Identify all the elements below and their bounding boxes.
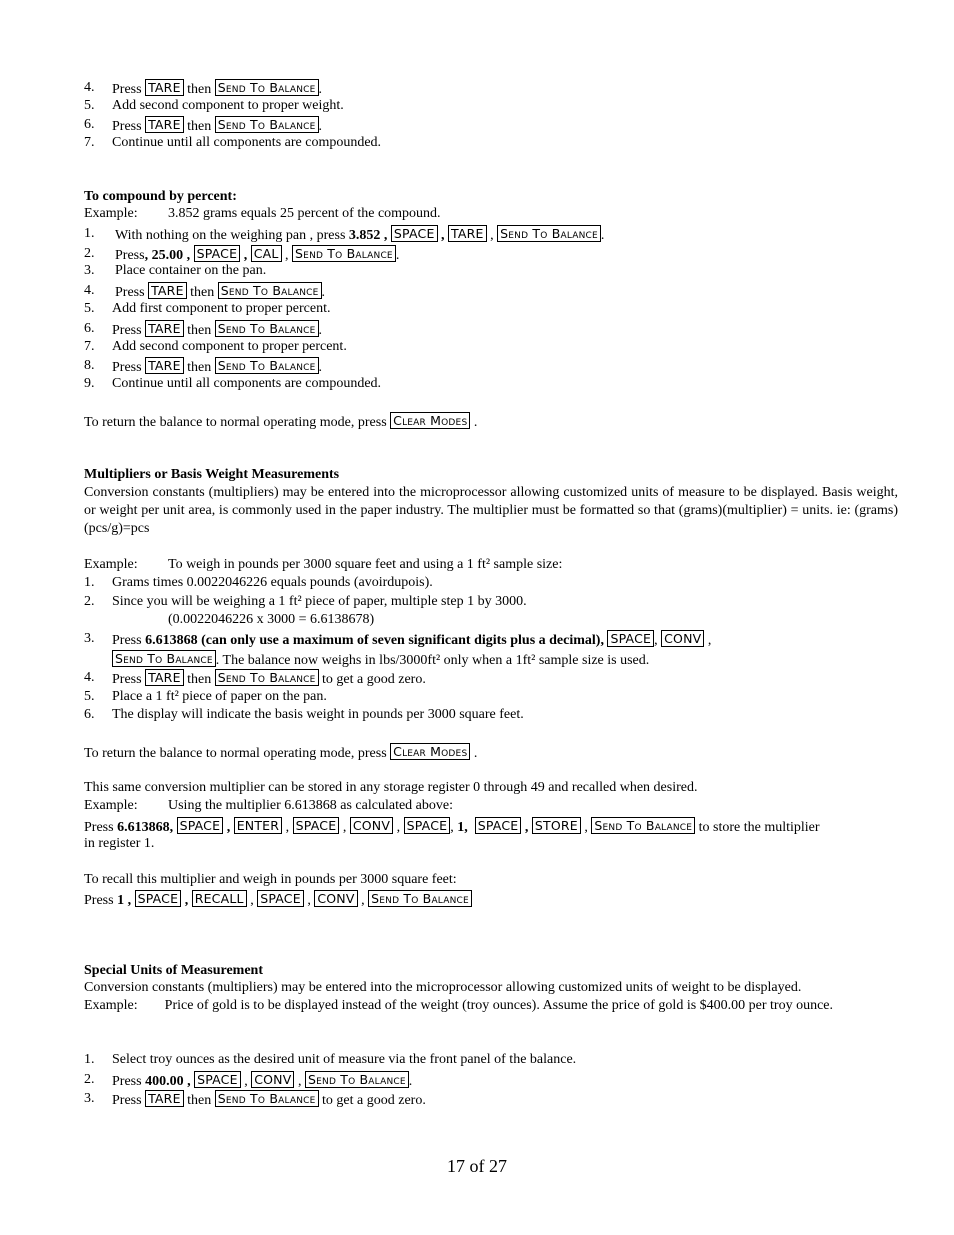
press-word: Press	[115, 248, 145, 263]
then-word: then	[187, 360, 212, 375]
tare-key: TARE	[145, 1090, 184, 1107]
press-word: Press	[112, 82, 142, 97]
entered-value: 6.613868,	[117, 820, 174, 835]
press-word: Press	[112, 633, 142, 648]
space-key: SPACE	[293, 817, 340, 834]
special-paragraph: Conversion constants (multipliers) may be entered into the microprocessor allowing customized units of weight to be displayed.	[84, 980, 802, 995]
step-number: 8.	[84, 358, 95, 373]
press-word: Press	[112, 1093, 142, 1108]
press-word: Press	[115, 285, 145, 300]
recall-intro: To recall this multiplier and weigh in pounds per 3000 square feet:	[84, 872, 457, 887]
return-line: To return the balance to normal operating mode, press Clear Modes .	[84, 744, 478, 761]
step-text: Press TARE then Send To Balance .	[112, 358, 323, 375]
entered-value: 400.00 ,	[145, 1074, 191, 1089]
then-word: then	[187, 82, 212, 97]
cal-key: CAL	[251, 245, 282, 262]
then-word: then	[190, 285, 215, 300]
send-to-balance-key: Send To Balance	[305, 1071, 409, 1088]
multipliers-paragraph: Conversion constants (multipliers) may be entered into the microprocessor allowing customized units of measure to be displayed. Basis weight, or weight per unit area, is commonly used in the paper industry. The multiplier must be formatted so that (grams)(multiplier) = units. ie: (grams)(pcs/g)=pcs	[84, 485, 898, 536]
step-number: 4.	[84, 670, 95, 685]
step-number: 7.	[84, 339, 95, 354]
return-text: To return the balance to normal operating mode, press	[84, 415, 387, 430]
section-heading-special: Special Units of Measurement	[84, 963, 263, 978]
store-tail-line: in register 1.	[84, 836, 155, 851]
recall-key: RECALL	[192, 890, 247, 907]
tare-key: TARE	[148, 282, 187, 299]
tare-key: TARE	[145, 116, 184, 133]
step-number: 6.	[84, 707, 95, 722]
conv-key: CONV	[314, 890, 357, 907]
recall-line: Press 1 , SPACE , RECALL , SPACE , CONV , Send To Balance	[84, 890, 898, 910]
conv-key: CONV	[251, 1071, 294, 1088]
send-to-balance-key: Send To Balance	[218, 282, 322, 299]
press-word: Press	[112, 360, 142, 375]
step-text: Continue until all components are compounded.	[112, 376, 382, 391]
step-text: The display will indicate the basis weight in pounds per 3000 square feet.	[112, 707, 524, 722]
then-word: then	[187, 119, 212, 134]
step-text: Press TARE then Send To Balance .	[112, 80, 323, 97]
clear-modes-key: Clear Modes	[390, 743, 470, 760]
step-number: 5.	[84, 689, 95, 704]
step-number: 5.	[84, 301, 95, 316]
step-text: Press TARE then Send To Balance .	[115, 283, 326, 300]
press-word: Press	[84, 893, 114, 908]
example-label: Example:	[84, 557, 138, 572]
example-label: Example:	[84, 998, 138, 1013]
section-heading-multipliers: Multipliers or Basis Weight Measurements	[84, 467, 340, 482]
tare-key: TARE	[145, 357, 184, 374]
step-number: 3.	[84, 631, 95, 646]
send-to-balance-key: Send To Balance	[368, 890, 472, 907]
step-text: Place a 1 ft² piece of paper on the pan.	[112, 689, 327, 704]
send-to-balance-key: Send To Balance	[215, 116, 319, 133]
step-number: 3.	[84, 1091, 95, 1106]
step-text: Select troy ounces as the desired unit of measure via the front panel of the balance.	[112, 1052, 577, 1067]
return-line: To return the balance to normal operating mode, press Clear Modes .	[84, 413, 478, 430]
store-intro: This same conversion multiplier can be stored in any storage register 0 through 49 and recalled when desired.	[84, 780, 698, 795]
conv-key: CONV	[661, 630, 704, 647]
example-text: To weigh in pounds per 3000 square feet and using a 1 ft² sample size:	[168, 557, 563, 572]
entered-value: 6.613868 (can only use a maximum of seven significant digits plus a decimal),	[145, 633, 604, 648]
send-to-balance-key: Send To Balance	[497, 225, 601, 242]
space-key: SPACE	[194, 1071, 241, 1088]
example-text: Price of gold is to be displayed instead of the weight (troy ounces). Assume the price of gold is $400.00 per troy ounce.	[164, 998, 834, 1013]
return-text: To return the balance to normal operating mode, press	[84, 746, 387, 761]
step-number: 1.	[84, 575, 95, 590]
step-text: Press, 25.00 , SPACE , CAL , Send To Balance .	[115, 246, 400, 263]
step-number: 1.	[84, 1052, 95, 1067]
calc-text: (0.0022046226 x 3000 = 6.6138678)	[168, 612, 375, 627]
space-key: SPACE	[391, 225, 438, 242]
step-number: 6.	[84, 321, 95, 336]
step-number: 9.	[84, 376, 95, 391]
press-word: Press	[112, 1074, 142, 1089]
step-text: Since you will be weighing a 1 ft² piece of paper, multiple step 1 by 3000.	[112, 594, 527, 609]
step-tail: . The balance now weighs in lbs/3000ft² only when a 1ft² sample size is used.	[215, 653, 650, 668]
entered-value: 3.852 ,	[348, 228, 388, 243]
send-to-balance-key: Send To Balance	[215, 669, 319, 686]
step-prefix: With nothing on the weighing pan , press	[115, 228, 346, 243]
example-label: Example:	[84, 206, 138, 221]
step-text	[112, 1090, 426, 1110]
step-number: 3.	[84, 263, 95, 278]
space-key: SPACE	[135, 890, 182, 907]
section-heading-percent: To compound by percent:	[84, 189, 237, 204]
space-key: SPACE	[607, 630, 654, 647]
send-to-balance-key: Send To Balance	[215, 1090, 319, 1107]
step-number: 2.	[84, 246, 95, 261]
store-line: Press 6.613868, SPACE , ENTER , SPACE , CONV , SPACE , 1, SPACE , STORE , Send To Balance to store the multiplier	[84, 818, 820, 835]
clear-modes-key: Clear Modes	[390, 412, 470, 429]
step-text	[112, 669, 426, 689]
press-word: Press	[112, 672, 142, 687]
step-text: Place container on the pan.	[115, 263, 267, 278]
step-text: Press TARE then Send To Balance .	[112, 117, 323, 134]
entered-value: 1 ,	[117, 893, 132, 908]
press-word: Press	[112, 119, 142, 134]
step-number: 2.	[84, 1072, 95, 1087]
enter-key: ENTER	[234, 817, 282, 834]
example-text: Using the multiplier 6.613868 as calculated above:	[168, 798, 453, 813]
example-label: Example:	[84, 798, 138, 813]
press-word: Press	[84, 820, 114, 835]
tare-key: TARE	[448, 225, 487, 242]
step-text: Add second component to proper percent.	[112, 339, 347, 354]
step-tail: to get a good zero.	[322, 672, 426, 687]
step-tail: to get a good zero.	[322, 1093, 426, 1108]
special-example	[84, 997, 898, 1015]
step-number: 4.	[84, 283, 95, 298]
then-word: then	[187, 323, 212, 338]
send-to-balance-key: Send To Balance	[215, 320, 319, 337]
step-text: Add second component to proper weight.	[112, 98, 344, 113]
space-key: SPACE	[404, 817, 451, 834]
step-text: Press TARE then Send To Balance .	[112, 321, 323, 338]
space-key: SPACE	[475, 817, 522, 834]
space-key: SPACE	[257, 890, 304, 907]
page-number: 17 of 27	[447, 1156, 507, 1176]
send-to-balance-key: Send To Balance	[112, 650, 216, 667]
send-to-balance-key: Send To Balance	[591, 817, 695, 834]
conv-key: CONV	[350, 817, 393, 834]
step-number: 4.	[84, 80, 95, 95]
press-word: Press	[112, 323, 142, 338]
send-to-balance-key: Send To Balance	[292, 245, 396, 262]
send-to-balance-key: Send To Balance	[215, 79, 319, 96]
then-word: then	[187, 1093, 212, 1108]
tare-key: TARE	[145, 669, 184, 686]
step-text	[112, 650, 649, 670]
store-key: STORE	[532, 817, 581, 834]
step-number: 6.	[84, 117, 95, 132]
space-key: SPACE	[177, 817, 224, 834]
step-text: Add first component to proper percent.	[112, 301, 331, 316]
step-number: 1.	[84, 226, 95, 241]
tare-key: TARE	[145, 79, 184, 96]
store-tail: to store the multiplier	[698, 820, 820, 835]
send-to-balance-key: Send To Balance	[215, 357, 319, 374]
space-key: SPACE	[194, 245, 241, 262]
tare-key: TARE	[145, 320, 184, 337]
step-text: Grams times 0.0022046226 equals pounds (avoirdupois).	[112, 575, 433, 590]
entered-value: , 25.00 ,	[144, 248, 191, 263]
example-text: 3.852 grams equals 25 percent of the compound.	[168, 206, 441, 221]
step-text: Press 400.00 , SPACE , CONV , Send To Balance .	[112, 1072, 413, 1089]
step-text: With nothing on the weighing pan , press 3.852 , SPACE , TARE , Send To Balance .	[115, 226, 605, 243]
step-number: 5.	[84, 98, 95, 113]
step-text: Continue until all components are compounded.	[112, 135, 382, 150]
step-number: 7.	[84, 135, 95, 150]
step-text: Press 6.613868 (can only use a maximum of seven significant digits plus a decimal), SPACE , CONV ,	[112, 631, 712, 648]
register-number: 1,	[457, 820, 468, 835]
then-word: then	[187, 672, 212, 687]
step-number: 2.	[84, 594, 95, 609]
